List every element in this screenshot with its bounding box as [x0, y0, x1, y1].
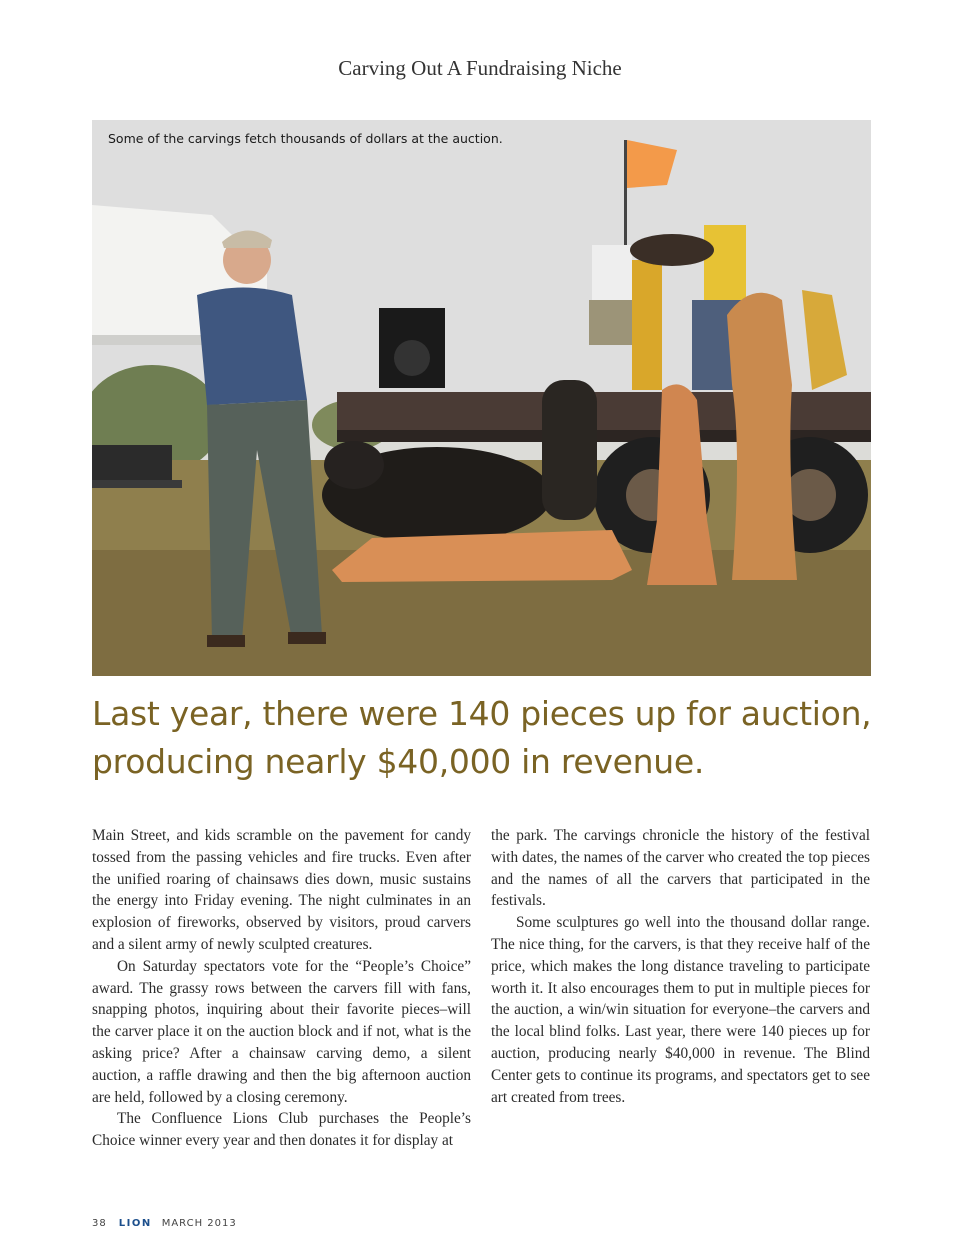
- auction-photo: [92, 120, 871, 676]
- pull-quote-line-2: producing nearly $40,000 in revenue.: [92, 742, 705, 781]
- page-footer: [92, 1218, 237, 1229]
- auction-scene-illustration: [92, 120, 871, 676]
- paragraph: The Confluence Lions Club purchases the People’s Choice winner every year and then donates it for display at: [92, 1110, 471, 1150]
- running-head: Carving Out A Fundraising Niche: [338, 56, 622, 80]
- paragraph: On Saturday spectators vote for the “People’s Choice” award. The grassy rows between the carvers fill with fans, snapping photos, inquiring about their favorite pieces–will the carver place it on the auction block and if not, what is the asking price? After a chainsaw carving demo, a silent auction, a raffle drawing and then the big afternoon auction are held, followed by a closing ceremony.: [92, 957, 471, 1106]
- issue-date: MARCH 2013: [161, 1218, 237, 1229]
- photo-caption: Some of the carvings fetch thousands of dollars at the auction.: [108, 131, 503, 146]
- article-column-right: [491, 825, 870, 1108]
- article-column-left: [92, 825, 471, 1152]
- publication-name: LION: [118, 1218, 152, 1229]
- page-number: 38: [92, 1218, 107, 1229]
- paragraph: Some sculptures go well into the thousand dollar range. The nice thing, for the carvers, is that they receive half of the price, which makes the long distance traveling to participate worth it. It also encourages them to put in multiple pieces for the auction, a win/win situation for everyone–the carvers and the local blind folks. Last year, there were 140 pieces up for auction, producing nearly $40,000 in revenue. The Blind Center gets to continue its programs, and spectators get to see art created from trees.: [491, 914, 870, 1106]
- pull-quote: [92, 690, 892, 786]
- pull-quote-line-1: Last year, there were 140 pieces up for auction,: [92, 694, 872, 733]
- paragraph: the park. The carvings chronicle the history of the festival with dates, the names of the carver who created the top pieces and the names of all the carvers that participated in the festivals.: [491, 827, 870, 910]
- paragraph: Main Street, and kids scramble on the pavement for candy tossed from the passing vehicles and fire trucks. Even after the unified roaring of chainsaws dies down, music sustains the energy into Friday evening. The night culminates in an explosion of fireworks, observed by visitors, proud carvers and a silent army of newly sculpted creatures.: [92, 827, 471, 953]
